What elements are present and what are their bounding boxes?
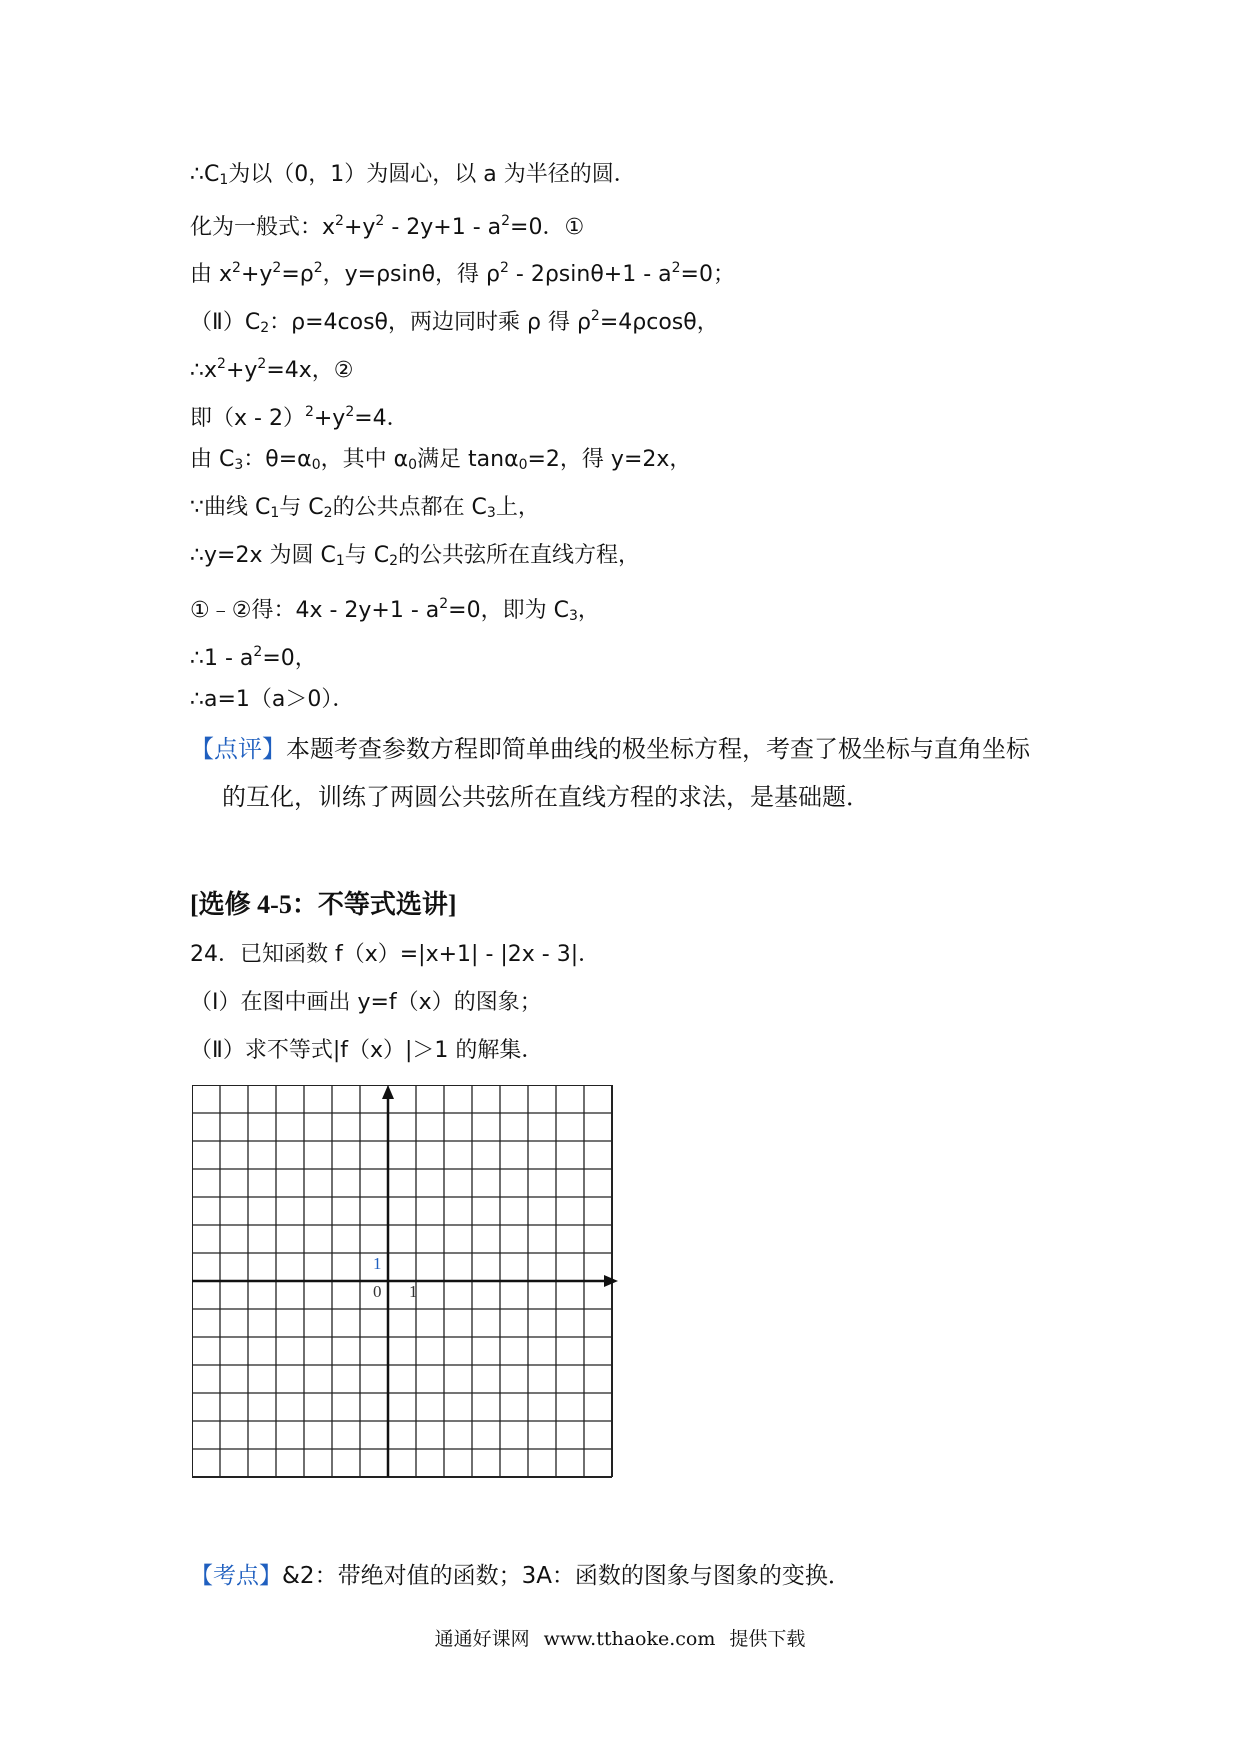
superscript: 2 — [335, 213, 344, 229]
x-tick-label: 1 — [409, 1282, 418, 1301]
page-footer — [0, 1625, 1240, 1653]
y-axis-arrow-icon — [382, 1085, 394, 1099]
text: - 2y+1 - a — [384, 215, 502, 240]
text: 即（x - 2） — [190, 406, 305, 431]
solution-line-12 — [190, 685, 354, 715]
text: 的公共点都在 C — [332, 495, 487, 520]
comment-line-1 — [190, 733, 1030, 765]
text: 满足 tanα — [417, 447, 519, 472]
text: ：θ=α — [243, 447, 312, 472]
origin-label: 0 — [373, 1282, 382, 1301]
text: 与 C — [344, 543, 390, 568]
superscript: 2 — [439, 596, 449, 612]
superscript: 2 — [345, 404, 355, 420]
text: 化为一般式：x — [190, 215, 336, 240]
text: ， — [577, 598, 600, 623]
subscript: 3 — [486, 505, 496, 521]
subscript: 0 — [518, 457, 528, 473]
subscript: 1 — [335, 553, 345, 569]
solution-line-5 — [190, 349, 354, 386]
superscript: 2 — [217, 356, 226, 372]
text: =4x，② — [266, 358, 354, 383]
text: +y — [343, 215, 376, 240]
problem-part-1: （Ⅰ）在图中画出 y=f（x）的图象； — [190, 990, 542, 1015]
text: =2，得 y=2x， — [527, 447, 692, 472]
kaodian-line — [190, 1560, 851, 1592]
footer-site-name: 通通好课网 — [434, 1628, 530, 1650]
text: =0．① — [510, 215, 585, 240]
comment-line-2 — [222, 781, 870, 813]
subscript: 3 — [568, 608, 578, 624]
subscript: 1 — [270, 505, 280, 521]
superscript: 2 — [253, 644, 263, 660]
kaodian-tag: 【考点】 — [190, 1563, 282, 1589]
text: 与 C — [279, 495, 324, 520]
text: ∴x — [190, 358, 218, 383]
text: ∵曲线 C — [190, 495, 271, 520]
superscript: 2 — [232, 260, 241, 276]
subscript: 2 — [260, 320, 270, 336]
text: =0，即为 C — [448, 598, 569, 623]
solution-line-2 — [190, 206, 584, 243]
solution-line-10 — [190, 589, 600, 631]
subscript: 0 — [311, 457, 321, 473]
superscript: 2 — [501, 213, 511, 229]
text: =0， — [262, 646, 317, 671]
superscript: 2 — [304, 404, 314, 420]
subscript: 2 — [389, 553, 399, 569]
kaodian-text: &2：带绝对值的函数；3A：函数的图象与图象的变换． — [282, 1563, 851, 1589]
subscript: 2 — [323, 505, 333, 521]
text: ，y=ρsinθ，得 ρ — [322, 262, 500, 287]
solution-line-4 — [190, 301, 719, 343]
text: =4． — [354, 406, 409, 431]
superscript: 2 — [500, 260, 509, 276]
footer-url[interactable]: www.tthaoke.com — [543, 1628, 716, 1650]
text: ∴C — [190, 162, 220, 187]
solution-line-1 — [190, 160, 636, 195]
text: 的公共弦所在直线方程， — [398, 543, 641, 568]
comment-text: 本题考查参数方程即简单曲线的极坐标方程，考查了极坐标与直角坐标 — [286, 735, 1030, 763]
text: =4ρcosθ， — [599, 310, 719, 335]
comment-text: 的互化，训练了两圆公共弦所在直线方程的求法，是基础题． — [222, 783, 870, 811]
text: （Ⅱ）C — [190, 310, 261, 335]
problem-stem: 24．已知函数 f（x）=|x+1| - |2x - 3|． — [190, 942, 601, 967]
text: +y — [240, 262, 273, 287]
solution-line-8 — [190, 493, 540, 528]
text: ∴y=2x 为圆 C — [190, 543, 336, 568]
superscript: 2 — [671, 260, 681, 276]
coordinate-grid-figure — [192, 1085, 622, 1495]
superscript: 2 — [272, 260, 282, 276]
text: - 2ρsinθ+1 - a — [508, 262, 672, 287]
solution-line-9 — [190, 541, 640, 576]
y-tick-label: 1 — [373, 1254, 382, 1273]
subscript: 0 — [408, 457, 418, 473]
text: ∴a=1（a＞0）． — [190, 687, 355, 712]
footer-note: 提供下载 — [729, 1628, 806, 1650]
subscript: 1 — [219, 172, 229, 188]
superscript: 2 — [313, 260, 323, 276]
solution-line-7 — [190, 445, 691, 480]
solution-line-3 — [190, 253, 735, 290]
text: ，其中 α — [320, 447, 409, 472]
text: =0； — [680, 262, 735, 287]
solution-line-11 — [190, 637, 317, 674]
text: 由 x — [190, 262, 233, 287]
text: +y — [313, 406, 346, 431]
solution-line-6 — [190, 397, 409, 434]
superscript: 2 — [257, 356, 267, 372]
text: =ρ — [281, 262, 314, 287]
text: ①﹣②得：4x - 2y+1 - a — [190, 598, 440, 623]
problem-part-2: （Ⅱ）求不等式|f（x）|＞1 的解集． — [190, 1038, 544, 1063]
section-title: [选修 4-5：不等式选讲] — [190, 890, 457, 919]
text: 上， — [495, 495, 540, 520]
superscript: 2 — [375, 213, 385, 229]
text: ：ρ=4cosθ，两边同时乘 ρ 得 ρ — [269, 310, 591, 335]
text: +y — [225, 358, 258, 383]
superscript: 2 — [590, 308, 600, 324]
comment-tag: 【点评】 — [190, 735, 286, 763]
text: 为以（0，1）为圆心，以 a 为半径的圆． — [228, 162, 636, 187]
text: ∴1 - a — [190, 646, 254, 671]
subscript: 3 — [234, 457, 244, 473]
text: 由 C — [190, 447, 235, 472]
